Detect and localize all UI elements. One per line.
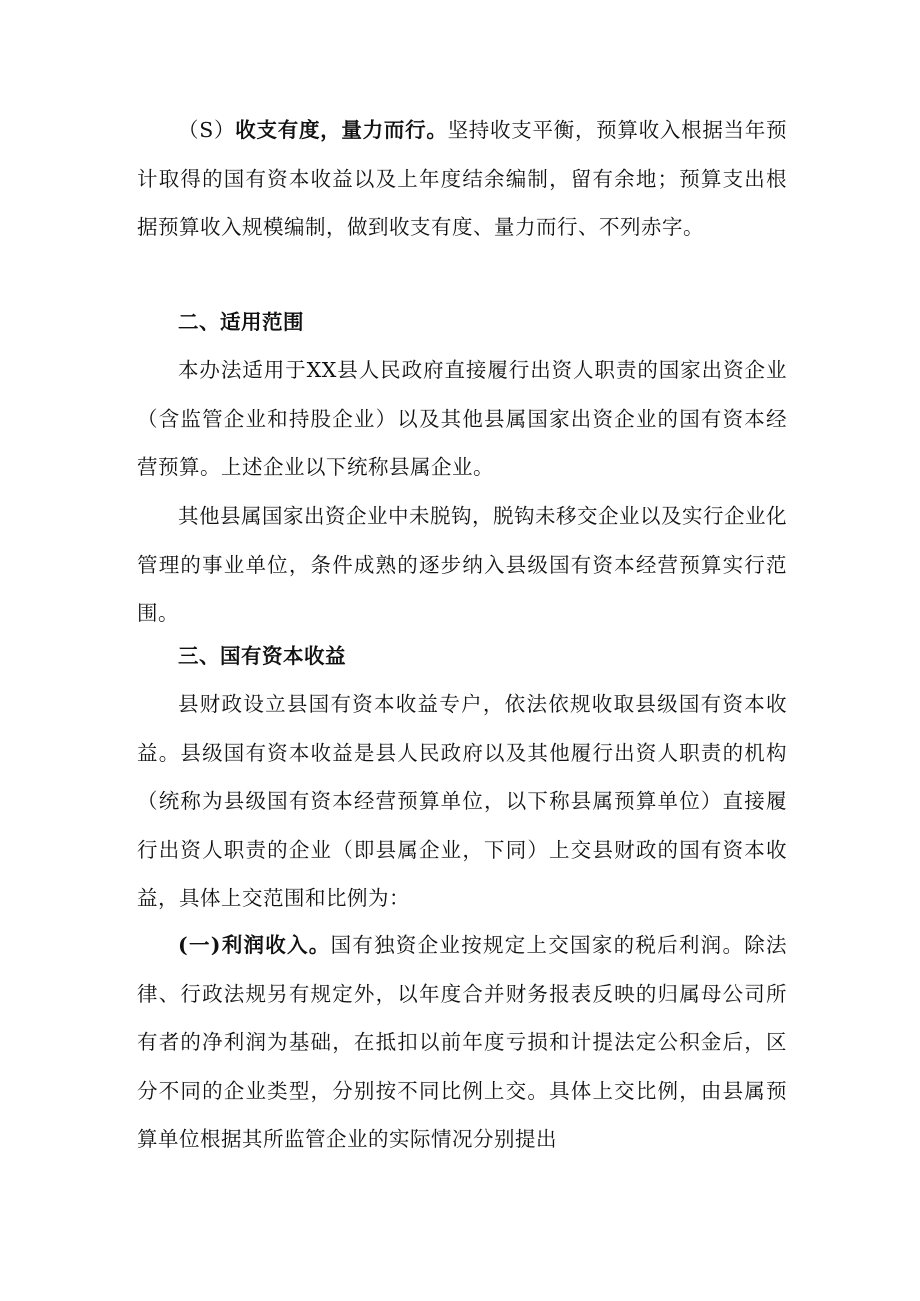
paragraph-profit-income: [137, 921, 787, 1164]
principle-text: 坚持收支平衡，预算收入根据当年预计取得的国有资本收益以及上年度结余编制，留有余地；预算支出根据预算收入规模编制，做到收支有度、量力而行、不列赤字。: [137, 118, 788, 240]
section-heading-capital-income: 三、国有资本收益: [178, 644, 346, 668]
profit-income-text: 国有独资企业按规定上交国家的税后利润。除法律、行政法规另有规定外，以年度合并财务报表反映的归属母公司所有者的净利润为基础，在抵扣以前年度亏损和计提法定公积金后，区分不同的企业类型，分别按不同比例上交。具体上交比例，由县属预算单位根据其所监管企业的实际情况分别提出: [137, 933, 788, 1152]
profit-income-title: (一)利润收入。: [178, 933, 331, 957]
section-heading-scope: 二、适用范围: [178, 310, 304, 334]
paragraph-balance-principle: [137, 106, 787, 252]
paragraph-capital-income: 县财政设立县国有资本收益专户，依法依规收取县级国有资本收益。县级国有资本收益是县人民政府以及其他履行出资人职责的机构（统称为县级国有资本经营预算单位，以下称县属预算单位）直接履行出资人职责的企业（即县属企业，下同）上交县财政的国有资本收益，具体上交范围和比例为：: [137, 692, 787, 911]
principle-title: 收支有度，量力而行。: [235, 118, 448, 142]
paragraph-scope-extension: 其他县属国家出资企业中未脱钩，脱钩未移交企业以及实行企业化管理的事业单位，条件成熟的逐步纳入县级国有资本经营预算实行范围。: [137, 504, 787, 626]
principle-number: （S）: [178, 118, 236, 142]
paragraph-scope: 本办法适用于XX县人民政府直接履行出资人职责的国家出资企业（含监管企业和持股企业）以及其他县属国家出资企业的国有资本经营预算。上述企业以下统称县属企业。: [137, 358, 787, 480]
